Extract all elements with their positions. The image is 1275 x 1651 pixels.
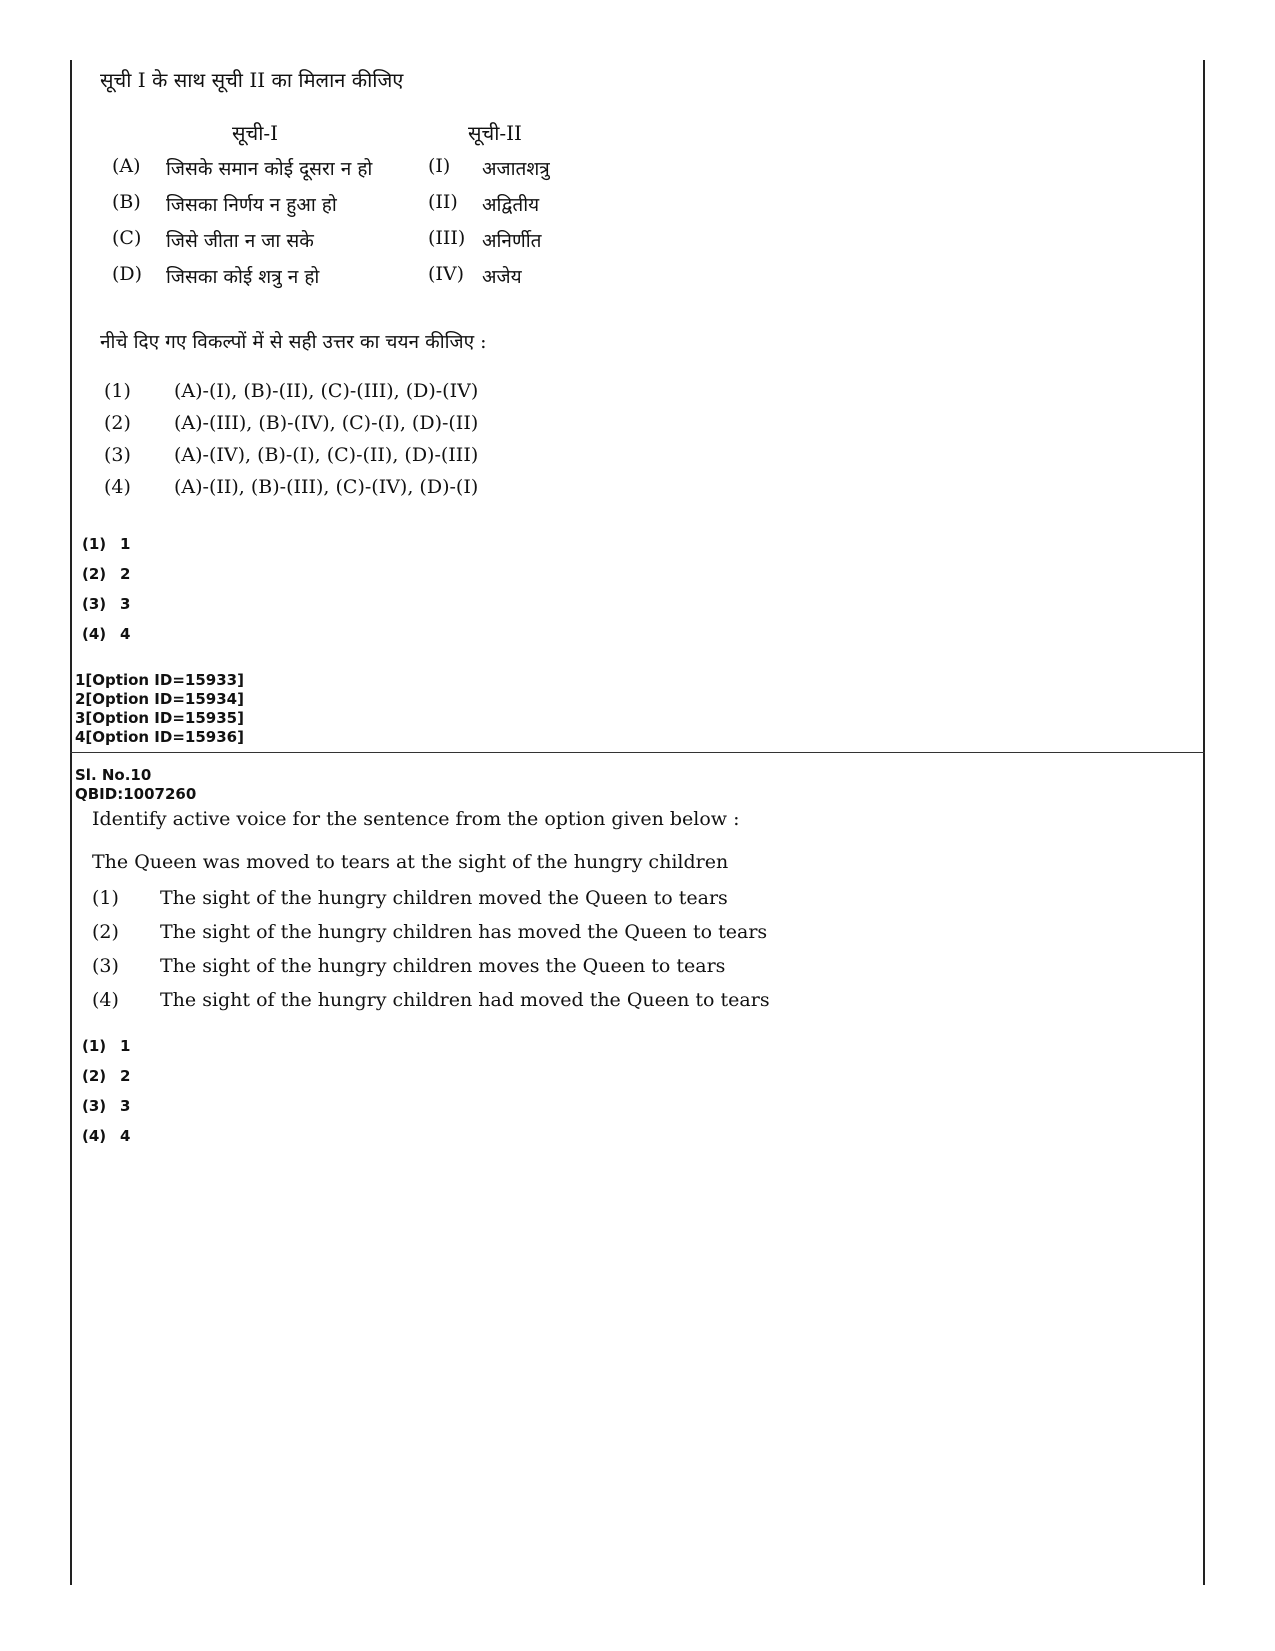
option-number: (1) (92, 887, 119, 909)
match-right-text: अजातशत्रु (482, 158, 550, 180)
answer-number: (3) (82, 595, 107, 613)
option-number: (2) (92, 921, 119, 943)
answer-number: (1) (82, 535, 107, 553)
option-text: The sight of the hungry children has moved the Queen to tears (160, 921, 768, 943)
option-number: (4) (92, 989, 119, 1011)
match-left-label: (A) (112, 155, 141, 177)
match-right-label: (I) (428, 155, 451, 177)
answer-number: (2) (82, 1067, 107, 1085)
answer-number: (1) (82, 1037, 107, 1055)
option-text: The sight of the hungry children had moved the Queen to tears (160, 989, 770, 1011)
list2-header: सूची-II (468, 121, 522, 145)
match-right-text: अजेय (482, 266, 522, 288)
match-right-text: अद्वितीय (482, 194, 540, 216)
answer-number: (3) (82, 1097, 107, 1115)
option-text: (A)-(III), (B)-(IV), (C)-(I), (D)-(II) (174, 412, 479, 434)
option-number: (3) (92, 955, 119, 977)
option-id: 4[Option ID=15936] (75, 728, 244, 746)
answer-value: 4 (120, 1127, 131, 1145)
answer-number: (4) (82, 625, 107, 643)
option-id: 2[Option ID=15934] (75, 690, 244, 708)
option-text: The sight of the hungry children moved the Queen to tears (160, 887, 728, 909)
q9-choose-text: नीचे दिए गए विकल्पों में से सही उत्तर का चयन कीजिए : (100, 331, 487, 353)
option-text: The sight of the hungry children moves the Queen to tears (160, 955, 726, 977)
option-text: (A)-(I), (B)-(II), (C)-(III), (D)-(IV) (174, 380, 479, 402)
answer-value: 3 (120, 595, 131, 613)
answer-number: (4) (82, 1127, 107, 1145)
option-number: (1) (104, 380, 131, 402)
q9-instruction: सूची I के साथ सूची II का मिलान कीजिए (100, 68, 404, 92)
match-left-text: जिसे जीता न जा सके (166, 230, 314, 252)
list1-header: सूची-I (232, 121, 279, 145)
right-border-line (1203, 60, 1205, 1585)
sl-no: Sl. No.10 (75, 766, 152, 784)
match-left-text: जिसका कोई शत्रु न हो (166, 266, 320, 288)
match-left-text: जिसके समान कोई दूसरा न हो (166, 158, 373, 180)
match-left-label: (B) (112, 191, 141, 213)
answer-number: (2) (82, 565, 107, 583)
option-number: (4) (104, 476, 131, 498)
match-left-text: जिसका निर्णय न हुआ हो (166, 194, 337, 216)
match-right-label: (IV) (428, 263, 465, 285)
match-left-label: (D) (112, 263, 143, 285)
answer-value: 2 (120, 565, 131, 583)
answer-value: 2 (120, 1067, 131, 1085)
q10-instruction: Identify active voice for the sentence from the option given below : (92, 808, 740, 830)
q10-sentence: The Queen was moved to tears at the sight of the hungry children (92, 851, 729, 873)
option-text: (A)-(II), (B)-(III), (C)-(IV), (D)-(I) (174, 476, 479, 498)
left-border-line (70, 60, 72, 1585)
match-right-text: अनिर्णीत (482, 230, 542, 252)
option-id: 3[Option ID=15935] (75, 709, 244, 727)
answer-value: 1 (120, 535, 131, 553)
option-number: (3) (104, 444, 131, 466)
qbid: QBID:1007260 (75, 785, 197, 803)
answer-value: 1 (120, 1037, 131, 1055)
answer-value: 4 (120, 625, 131, 643)
match-right-label: (III) (428, 227, 466, 249)
question-divider (70, 752, 1205, 753)
option-text: (A)-(IV), (B)-(I), (C)-(II), (D)-(III) (174, 444, 479, 466)
answer-value: 3 (120, 1097, 131, 1115)
option-id: 1[Option ID=15933] (75, 671, 244, 689)
option-number: (2) (104, 412, 131, 434)
match-right-label: (II) (428, 191, 458, 213)
match-left-label: (C) (112, 227, 142, 249)
